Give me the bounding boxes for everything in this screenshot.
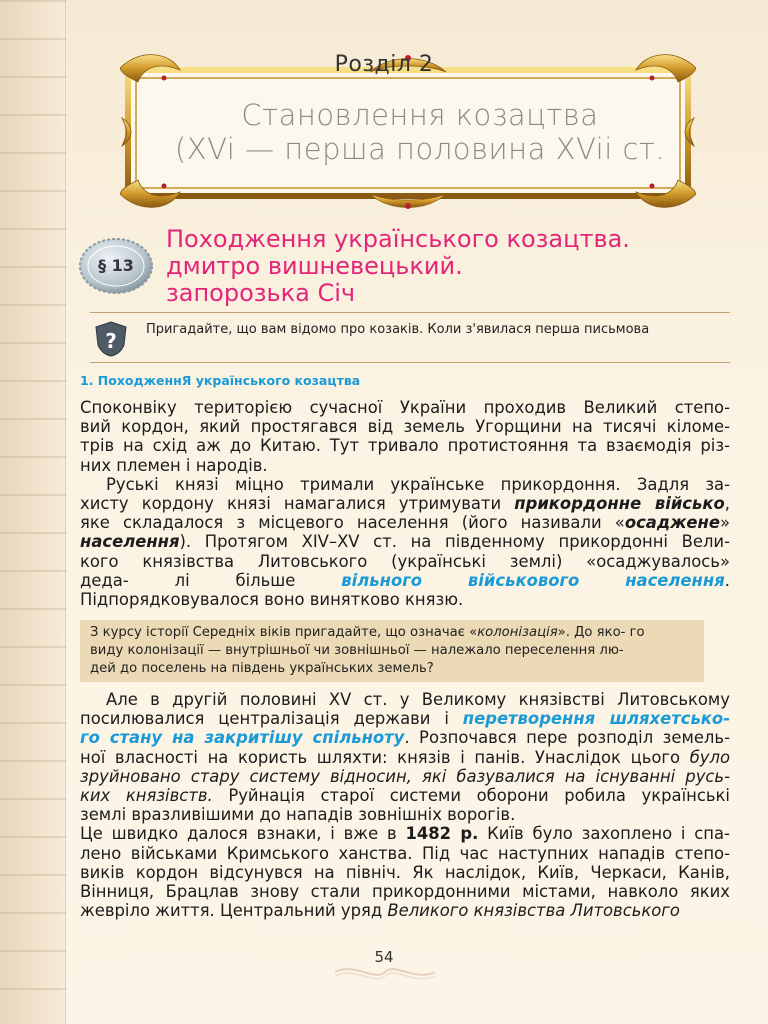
text-line: зруйновано стару систему відносин, які базувалися на існуванні русь- [80,766,730,786]
subheading: 1. ПоходженнЯ українського козацтва [80,373,361,388]
question-shield-icon [94,321,128,357]
term-free-military-3: населення [625,570,725,590]
paragraph-title-line-2: дмитро вишневецький. [166,252,463,280]
term-free-military-2: військового [467,570,580,590]
text-line: виків кордон відсунувся на північ. Як наслідок, Київ, Черкаси, Канів, [80,862,730,882]
term-border-army: прикордонне військо [514,494,725,514]
page-ornament [330,960,440,984]
chapter-title-line-2: (XVi — перша половина XVii ст. [174,132,666,166]
note-line: дей до поселень на південь українських земель? [90,661,434,676]
text-line: Підпорядковувалося воно винятково князю. [80,590,464,610]
divider-bottom [90,362,730,363]
term-free-military: вільного [341,570,423,590]
text-line: яке складалося з місцевого населення (його називали «осаджене» [80,513,730,533]
text-line: Це швидко далося взнаки, і вже в 1482 р. Київ було захоплено і спа- [80,824,730,844]
text-line: ких князівств. Руйнація старої системи оборони робила українські [80,786,730,806]
term-gentry-transformation-2: го стану на закритішу спільноту [80,728,405,748]
term-population: населення [80,532,180,552]
text-line: Руські князі міцно тримали українське прикордоння. Задля за- [106,474,730,494]
chapter-title [130,98,710,166]
paragraph-title [166,226,726,307]
text-line: них племен і народів. [80,455,268,475]
text-line: трів на схід аж до Китаю. Тут тривало протистояння та взаємодія різ- [80,436,730,456]
text-line: деда- лі більше вільного військового населення. [80,570,730,590]
term-settled: осаджене [624,513,720,533]
text-line: посилювалися централізація держави і перетворення шляхетсько- [80,709,730,729]
chapter-title-line-1: Становлення козацтва [241,98,599,132]
text-line: Але в другій половині XV ст. у Великому князівстві Литовському [106,690,730,709]
text-line: Вінниця, Брацлав знову стали прикордонними містами, навколо яких [80,882,730,902]
paragraph-number: § 13 [98,256,134,275]
text-line: го стану на закритішу спільноту. Розпочався пере розподіл земель- [80,728,730,748]
note-line: виду колонізації — внутрішньої чи зовнішньої — належало переселення лю- [90,643,624,658]
paragraph-title-line-3: запорозька Січ [166,279,356,307]
section-label: Розділ 2 [334,52,434,77]
body-text-1 [80,398,730,609]
text-line: кого князівства Литовського (українські землі) «осаджувалось» [80,551,730,571]
note-box [80,620,704,682]
text-line: землі вразливішими до нападів зовнішніх ворогів. [80,805,516,825]
decorative-left-border [0,0,66,1024]
note-line: З курсу історії Середніх віків пригадайте, що означає «колонізація». До яко- го [90,625,645,640]
text-line: хисту кордону князі намагалися утримувати прикордонне військо, [80,494,730,514]
text-line: населення). Протягом XIV–XV ст. на південному прикордонні Вели- [80,532,730,552]
text-line: Споконвіку територією сучасної України проходив Великий степо- [80,398,730,417]
text-line: жевріло життя. Центральний уряд Великого князівства Литовського [80,901,680,921]
question-prompt: Пригадайте, що вам відомо про козаків. Коли з'явилася перша письмова [146,322,650,337]
term-gentry-transformation: перетворення шляхетсько- [462,709,730,729]
text-line: ної власності на користь шляхти: князів і панів. Унаслідок цього було [80,747,730,767]
text-line: вий кордон, який простягався від земель Угорщини на тисячі кіломе- [80,417,730,437]
divider-top [90,312,730,313]
text-line: лено військами Кримського ханства. Під час наступних нападів степо- [80,843,730,863]
paragraph-title-line-1: Походження українського козацтва. [166,225,630,253]
svg-text:?: ? [105,329,117,353]
body-text-2 [80,690,730,920]
page-number: 54 [374,948,394,966]
